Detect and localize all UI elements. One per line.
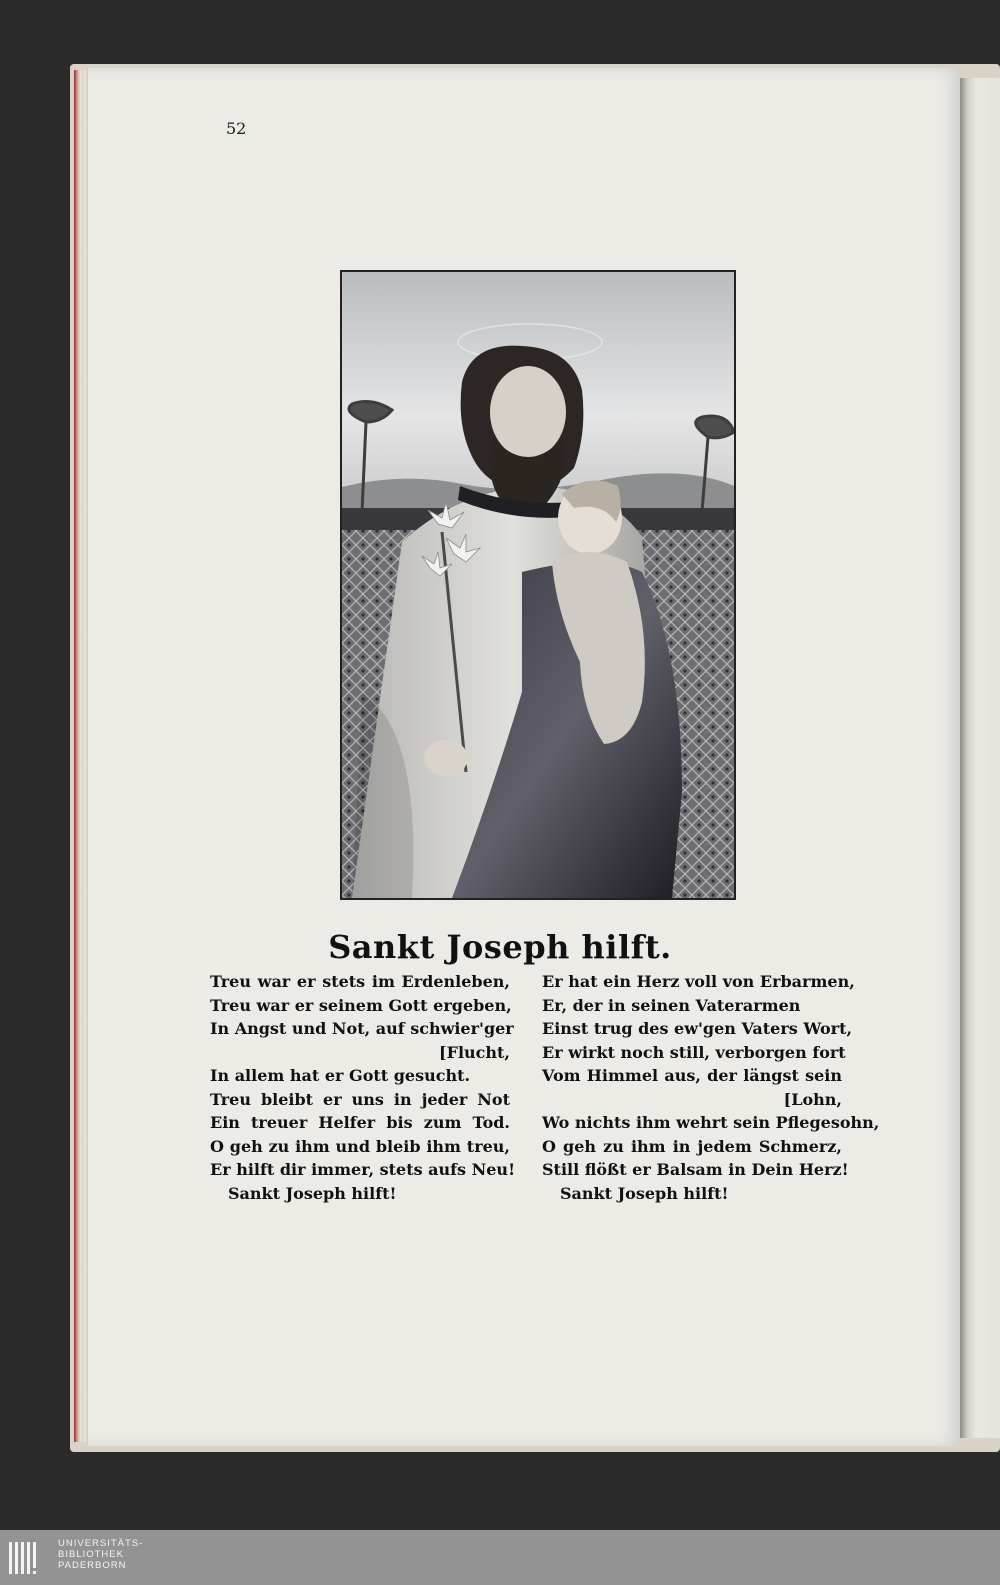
page-number: 52 <box>226 119 247 138</box>
poem-line: Treu bleibt er uns in jeder Not <box>210 1089 510 1109</box>
poem-line: Wo nichts ihm wehrt sein Pflegesohn, <box>542 1113 880 1132</box>
poem-line: Vom Himmel aus, der längst sein <box>542 1066 842 1085</box>
poem-line: Er wirkt noch still, verborgen fort <box>542 1042 846 1062</box>
poem-line: Er hilft dir immer, stets aufs Neu! <box>210 1160 516 1179</box>
poem-left-column <box>210 970 516 1205</box>
poem-line: In allem hat er Gott gesucht. <box>210 1066 471 1085</box>
poem-line: Still flößt er Balsam in Dein Herz! <box>542 1160 849 1179</box>
poem-line-continuation: [Lohn, <box>783 1089 842 1109</box>
poem-refrain: Sankt Joseph hilft! <box>560 1183 729 1203</box>
logo-line: UNIVERSITÄTS- <box>58 1538 144 1549</box>
saint-joseph-illustration <box>340 270 736 900</box>
logo-line: BIBLIOTHEK <box>58 1549 124 1560</box>
poem-line: Ein treuer Helfer bis zum Tod. <box>210 1113 510 1132</box>
poem-line: Treu war er stets im Erdenleben, <box>210 972 510 991</box>
poem-right-column <box>542 970 880 1205</box>
next-page-edge <box>960 78 1000 1438</box>
poem-title: Sankt Joseph hilft. <box>328 928 672 966</box>
page-stack-edge <box>74 70 88 1442</box>
library-logo-text <box>58 1538 143 1571</box>
poem-line-continuation: [Flucht, <box>439 1042 510 1062</box>
poem-line: Er, der in seinen Vaterarmen <box>542 995 801 1015</box>
poem-line: Er hat ein Herz voll von Erbarmen, <box>542 972 855 991</box>
poem-line: O geh zu ihm in jedem Schmerz, <box>542 1136 842 1156</box>
poem-line: In Angst und Not, auf schwier'ger <box>210 1019 514 1038</box>
poem-line: Einst trug des ew'gen Vaters Wort, <box>542 1019 853 1038</box>
library-logo-icon <box>8 1538 46 1578</box>
poem-line: Treu war er seinem Gott ergeben, <box>210 995 512 1015</box>
library-footer <box>0 1530 1000 1585</box>
logo-line: PADERBORN <box>58 1560 127 1571</box>
poem-refrain: Sankt Joseph hilft! <box>228 1183 397 1203</box>
poem-line: O geh zu ihm und bleib ihm treu, <box>210 1136 510 1156</box>
